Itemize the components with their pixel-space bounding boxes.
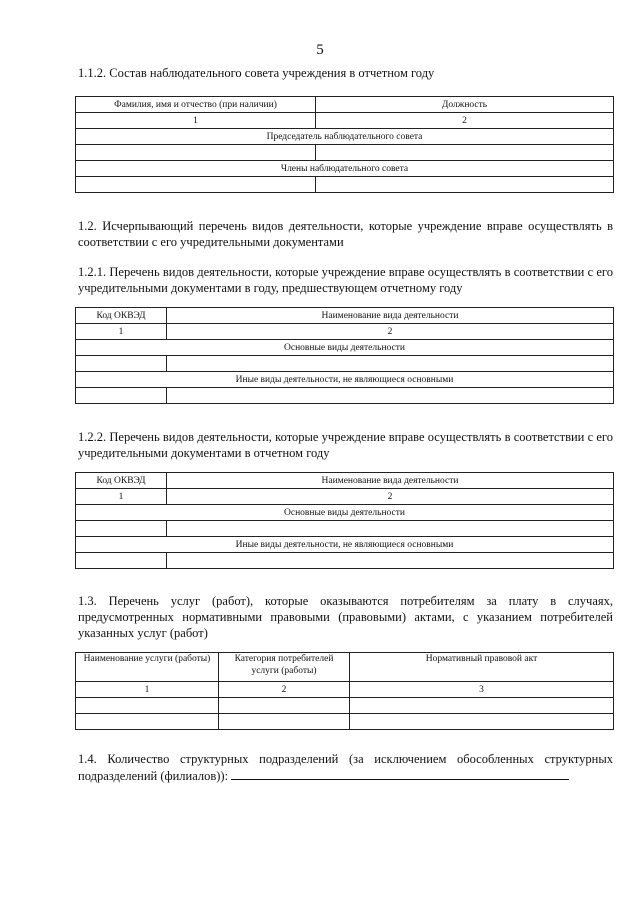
column-number-row	[76, 324, 614, 340]
empty-cell[interactable]	[167, 553, 614, 569]
paid-services-table	[75, 652, 614, 730]
group-members: Члены наблюдательного совета	[76, 161, 614, 177]
fill-in-line[interactable]	[231, 767, 569, 780]
empty-cell[interactable]	[167, 356, 614, 372]
header-position: Должность	[316, 97, 614, 113]
empty-cell[interactable]	[76, 388, 167, 404]
section-1-2-text: 1.2. Исчерпывающий перечень видов деятельности, которые учреждение вправе осуществлять в соответствии с его учредительными документами	[78, 219, 613, 249]
column-number-row	[76, 682, 614, 698]
table-header-row	[76, 473, 614, 489]
page-number: 5	[316, 42, 324, 58]
group-main-activities: Основные виды деятельности	[76, 340, 614, 356]
header-activity-name: Наименование вида деятельности	[167, 473, 614, 489]
activities-current-year-table	[75, 472, 614, 569]
column-number-row	[76, 489, 614, 505]
column-number: 1	[76, 113, 316, 129]
empty-cell[interactable]	[167, 521, 614, 537]
table-header-row	[76, 653, 614, 682]
table-row	[76, 553, 614, 569]
section-1-3-text: 1.3. Перечень услуг (работ), которые оказываются потребителям за плату в случаях, предусмотренных нормативными правовыми (правовыми) актами, с указанием потребителей указанных услуг (работ)	[78, 594, 613, 640]
column-number: 2	[219, 682, 350, 698]
group-main-activities: Основные виды деятельности	[76, 505, 614, 521]
empty-cell[interactable]	[76, 698, 219, 714]
column-number-row	[76, 113, 614, 129]
column-number: 2	[167, 324, 614, 340]
group-other-activities: Иные виды деятельности, не являющиеся основными	[76, 537, 614, 553]
empty-cell[interactable]	[350, 698, 614, 714]
empty-cell[interactable]	[76, 356, 167, 372]
empty-cell[interactable]	[167, 388, 614, 404]
empty-cell[interactable]	[316, 145, 614, 161]
table-row	[76, 356, 614, 372]
empty-cell[interactable]	[76, 177, 316, 193]
table-header-row	[76, 308, 614, 324]
empty-cell[interactable]	[350, 714, 614, 730]
section-1-2-2-text: 1.2.2. Перечень видов деятельности, которые учреждение вправе осуществлять в соответствии с его учредительными документами в отчетном году	[78, 430, 613, 460]
header-consumer-category: Категория потребителей услуги (работы)	[219, 653, 350, 682]
column-number: 2	[167, 489, 614, 505]
table-row	[76, 177, 614, 193]
table-row	[76, 698, 614, 714]
column-number: 3	[350, 682, 614, 698]
section-1-1-2-heading: 1.1.2. Состав наблюдательного совета учреждения в отчетном году	[78, 66, 435, 80]
empty-cell[interactable]	[76, 714, 219, 730]
header-legal-act: Нормативный правовой акт	[350, 653, 614, 682]
header-full-name: Фамилия, имя и отчество (при наличии)	[76, 97, 316, 113]
column-number: 1	[76, 324, 167, 340]
header-okved-code: Код ОКВЭД	[76, 308, 167, 324]
group-other-activities: Иные виды деятельности, не являющиеся основными	[76, 372, 614, 388]
section-1-4-block	[78, 751, 613, 784]
empty-cell[interactable]	[219, 714, 350, 730]
empty-cell[interactable]	[219, 698, 350, 714]
empty-cell[interactable]	[76, 145, 316, 161]
table-row	[76, 145, 614, 161]
table-row	[76, 714, 614, 730]
column-number: 2	[316, 113, 614, 129]
empty-cell[interactable]	[76, 521, 167, 537]
table-header-row	[76, 97, 614, 113]
table-row	[76, 388, 614, 404]
empty-cell[interactable]	[316, 177, 614, 193]
header-okved-code: Код ОКВЭД	[76, 473, 167, 489]
empty-cell[interactable]	[76, 553, 167, 569]
activities-prev-year-table	[75, 307, 614, 404]
column-number: 1	[76, 682, 219, 698]
section-1-2-1-text: 1.2.1. Перечень видов деятельности, которые учреждение вправе осуществлять в соответствии с его учредительными документами в году, предшествующем отчетному году	[78, 265, 613, 295]
header-service-name: Наименование услуги (работы)	[76, 653, 219, 682]
group-chairman: Председатель наблюдательного совета	[76, 129, 614, 145]
column-number: 1	[76, 489, 167, 505]
header-activity-name: Наименование вида деятельности	[167, 308, 614, 324]
section-1-4-text: 1.4. Количество структурных подразделений (за исключением обособленных структурных подразделений (филиалов)):	[78, 752, 613, 783]
supervisory-board-table	[75, 96, 614, 193]
table-row	[76, 521, 614, 537]
